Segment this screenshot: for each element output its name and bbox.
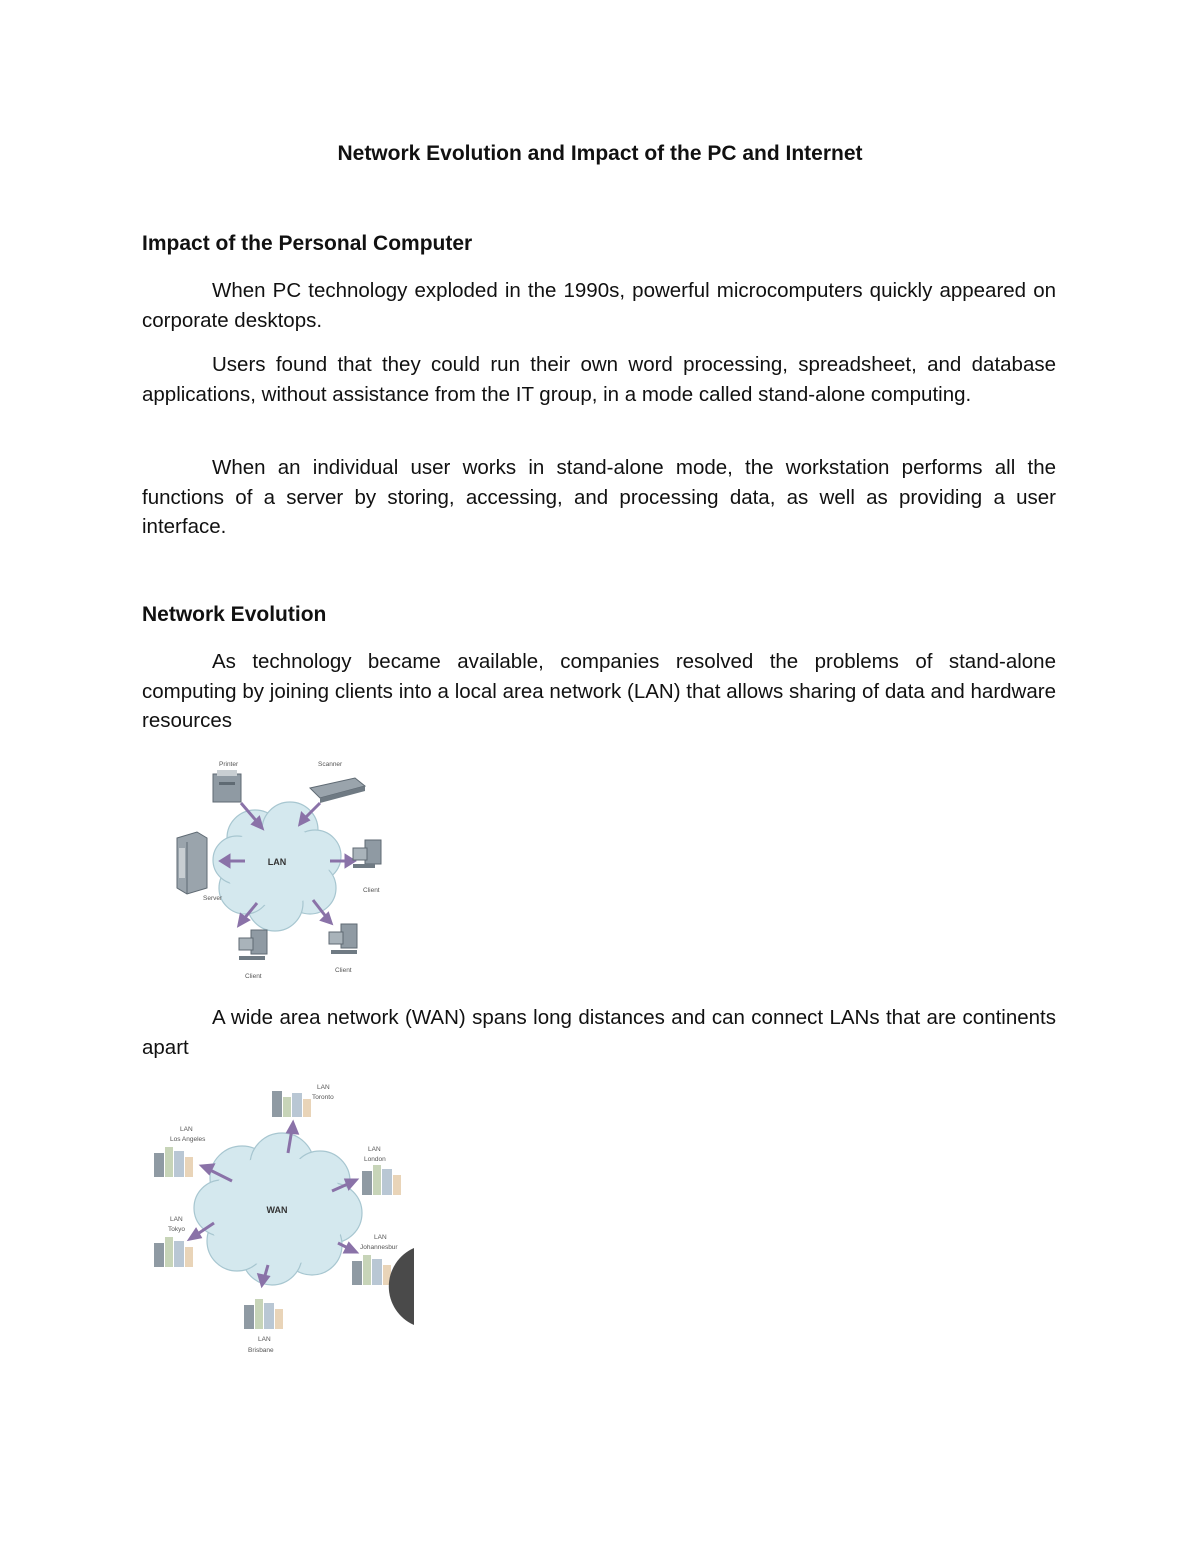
wan-diagram [142,1073,414,1363]
wan-center-label: WAN [266,1205,288,1215]
paragraph: As technology became available, companies resolved the problems of stand-alone computing by joining clients into a local area network (LAN) that allows sharing of data and hardware resources [142,650,1056,732]
section-heading-network-evolution: Network Evolution [142,603,327,626]
server-label: Server [203,895,223,902]
server-icon [177,832,207,894]
paragraph: A wide area network (WAN) spans long distances and can connect LANs that are continents apart [142,1006,1056,1059]
client-label: Client [335,967,352,974]
paragraph: When an individual user works in stand-alone mode, the workstation performs all the functions of a server by storing, accessing, and processing data, as well as providing a user interface. [142,456,1056,538]
site-london-name: London [364,1156,386,1163]
site-los-angeles-name: Los Angeles [170,1136,206,1143]
site-johannesburg-lan: LAN [374,1234,387,1241]
site-toronto-lan: LAN [317,1084,330,1091]
lan-center-label: LAN [267,857,287,867]
section-heading-personal-computer: Impact of the Personal Computer [142,232,473,255]
site-london-lan: LAN [368,1146,381,1153]
lan-diagram-graphic [145,748,400,986]
site-brisbane-name: Brisbane [248,1347,274,1354]
site-brisbane-lan: LAN [258,1336,271,1343]
client-label: Client [363,887,380,894]
client-label: Client [245,973,262,980]
printer-icon [213,770,241,802]
paragraph: When PC technology exploded in the 1990s, powerful microcomputers quickly appeared on corporate desktops. [142,279,1056,332]
site-tokyo-lan: LAN [170,1216,183,1223]
printer-label: Printer [219,761,239,768]
wan-diagram-graphic [142,1073,414,1363]
lan-diagram [145,748,400,986]
scanner-label: Scanner [318,761,343,768]
site-tokyo-name: Tokyo [168,1226,185,1233]
paragraph: Users found that they could run their own word processing, spreadsheet, and database applications, without assistance from the IT group, in a mode called stand-alone computing. [142,353,1056,406]
site-los-angeles-lan: LAN [180,1126,193,1133]
site-johannesburg-name: Johannesbur [360,1244,398,1251]
site-toronto-name: Toronto [312,1094,334,1101]
document-title: Network Evolution and Impact of the PC and Internet [337,142,863,165]
